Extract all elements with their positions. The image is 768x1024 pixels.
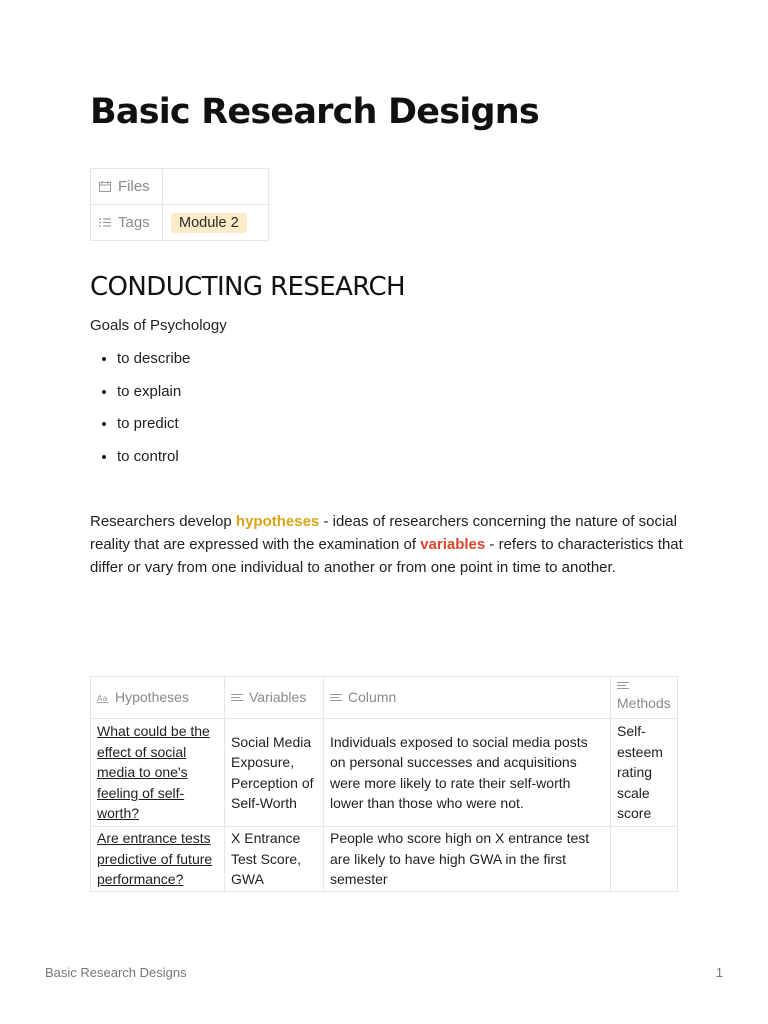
cell-methods: Self-esteem rating scale score [611, 719, 678, 827]
text-lines-icon [617, 681, 629, 691]
table-row [91, 719, 678, 827]
text-lines-icon [330, 693, 342, 703]
text-lines-icon [231, 693, 243, 703]
research-paragraph [90, 510, 690, 579]
text-aa-icon [97, 693, 109, 703]
paragraph-text: Researchers develop [90, 513, 236, 530]
list-icon [99, 217, 111, 228]
property-value-files[interactable] [163, 169, 269, 205]
goals-list [90, 350, 190, 480]
svg-text:Aa: Aa [97, 694, 108, 704]
paragraph-text: - ideas of researchers concerning the nature of social reality that are expressed with the examination of [90, 513, 677, 553]
list-item: • to control [117, 448, 190, 481]
property-label-files: Files [118, 178, 150, 195]
cell-column: People who score high on X entrance test are likely to have high GWA in the first semester [324, 827, 611, 892]
column-header-hypotheses[interactable] [91, 677, 225, 719]
table-row [91, 827, 678, 892]
column-header-column[interactable] [324, 677, 611, 719]
term-hypotheses: hypotheses [235, 513, 320, 530]
column-header-label: Hypotheses [115, 689, 189, 706]
cell-hypothesis [91, 827, 225, 892]
list-item: • to explain [117, 383, 190, 416]
list-item: • to predict [117, 415, 190, 448]
properties-table [90, 168, 269, 241]
property-tags [91, 205, 269, 241]
cell-variables: Social Media Exposure, Perception of Self-Worth [225, 719, 324, 827]
hypotheses-table [90, 676, 678, 892]
cell-hypothesis [91, 719, 225, 827]
calendar-icon [99, 181, 111, 192]
list-item: • to describe [117, 350, 190, 383]
property-value-tags[interactable] [163, 205, 269, 241]
column-header-label: Methods [617, 695, 671, 712]
term-variables: variables [420, 536, 486, 553]
property-files [91, 169, 269, 205]
cell-column: Individuals exposed to social media posts on personal successes and acquisitions were more likely to rate their self-worth lower than those who were not. [324, 719, 611, 827]
property-label-tags: Tags [118, 214, 150, 231]
hypothesis-link[interactable]: What could be the effect of social media to one's feeling of self-worth? [97, 723, 210, 822]
column-header-variables[interactable] [225, 677, 324, 719]
property-key-tags[interactable] [91, 205, 163, 241]
cell-variables: X Entrance Test Score, GWA [225, 827, 324, 892]
footer-title: Basic Research Designs [45, 965, 187, 980]
paragraph-text: - refers to characteristics that differ or vary from one individual to another or from one point in time to another. [90, 536, 683, 576]
footer-page-number: 1 [715, 965, 723, 980]
cell-methods [611, 827, 678, 892]
table-header-row [91, 677, 678, 719]
section-heading: CONDUCTING RESEARCH [90, 272, 405, 302]
property-key-files[interactable] [91, 169, 163, 205]
hypothesis-link[interactable]: Are entrance tests predictive of future performance? [97, 830, 213, 888]
page-title: Basic Research Designs [90, 92, 539, 132]
column-header-label: Variables [249, 689, 307, 706]
column-header-methods[interactable] [611, 677, 678, 719]
tag-module-2[interactable]: Module 2 [171, 213, 247, 233]
goals-label: Goals of Psychology [90, 317, 227, 334]
column-header-label: Column [348, 689, 397, 706]
